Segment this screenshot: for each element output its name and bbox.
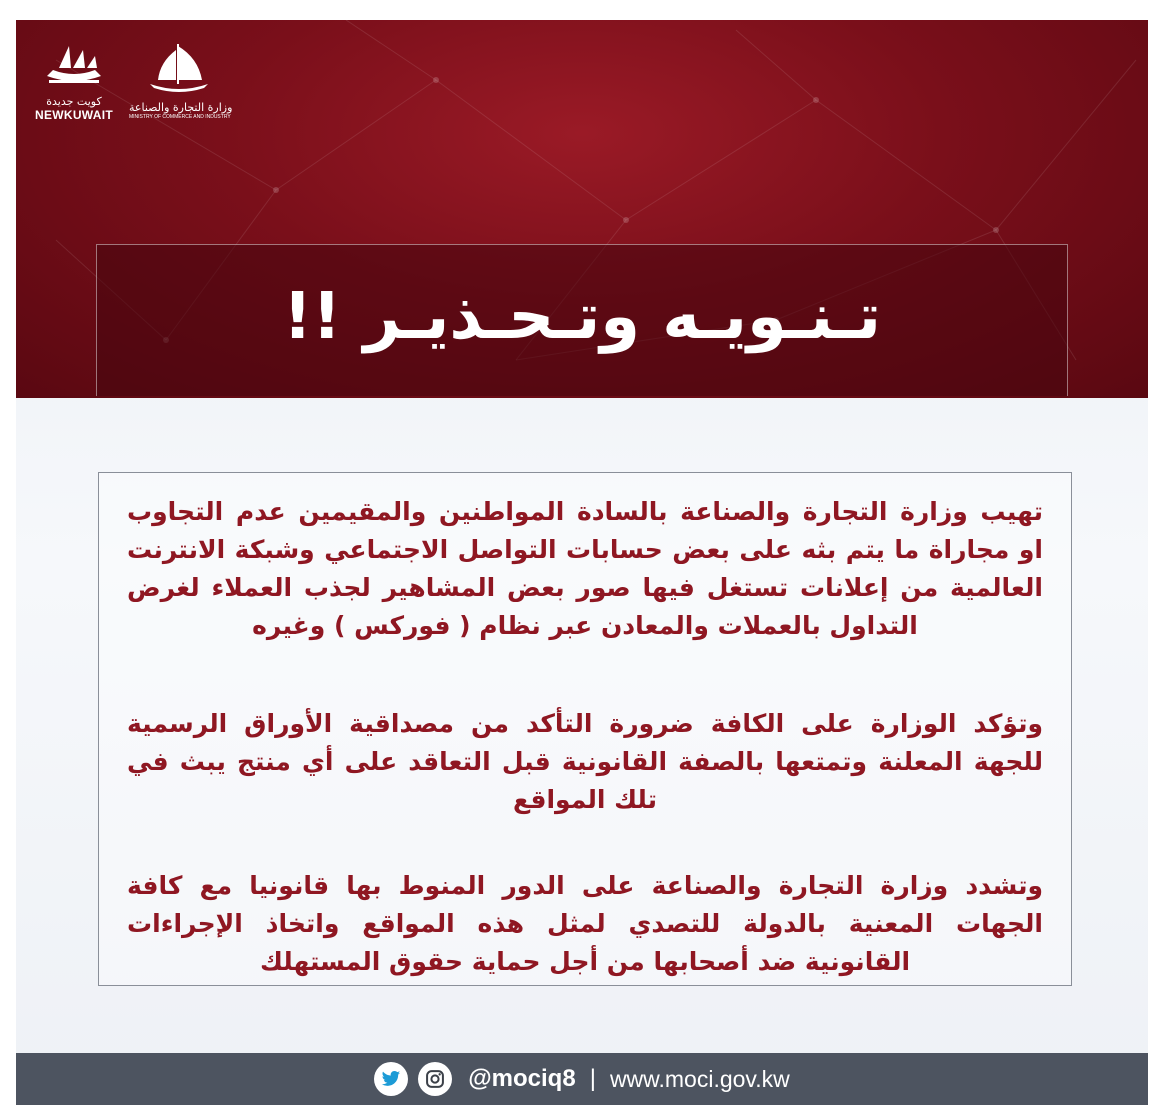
new-kuwait-emblem-icon bbox=[39, 40, 109, 92]
ministry-english: MINISTRY OF COMMERCE AND INDUSTRY bbox=[129, 114, 231, 120]
website-link[interactable]: www.moci.gov.kw bbox=[609, 1065, 790, 1092]
page-title: تـنـويـه وتـحـذيـر !! bbox=[282, 279, 882, 354]
notice-body bbox=[98, 472, 1072, 986]
paragraph-enforcement: وتشدد وزارة التجارة والصناعة على الدور المنوط بها قانونيا مع كافة الجهات المعنية بالدولة للتصدي لمثل هذه المواقع واتخاذ الإجراءات القانونية ضد أصحابها من أجل حماية حقوق المستهلك bbox=[127, 871, 1043, 976]
title-box bbox=[96, 244, 1068, 396]
logos-group bbox=[34, 40, 233, 130]
new-kuwait-english: NEWKUWAIT bbox=[34, 108, 114, 122]
separator: | bbox=[589, 1065, 596, 1092]
paragraph-verification: وتؤكد الوزارة على الكافة ضرورة التأكد من مصداقية الأوراق الرسمية للجهة المعلنة وتمتعها بالصفة القانونية قبل التعاقد على أي منتج يبث في تلك المواقع bbox=[127, 709, 1043, 814]
new-kuwait-arabic: كويت جديدة bbox=[46, 95, 102, 108]
dhow-boat-icon bbox=[144, 40, 214, 98]
paragraph-warning: تهيب وزارة التجارة والصناعة بالسادة المواطنين والمقيمين عدم التجاوب او مجاراة ما يتم بثه على بعض حسابات التواصل الاجتماعي وشبكة الانترنت العالمية من إعلانات تستغل فيها صور بعض المشاهير لجذب العملاء لغرض التداول بالعملات والمعادن عبر نظام ( فوركس ) وغيره bbox=[127, 497, 1043, 640]
ministry-logo bbox=[129, 40, 233, 120]
social-links bbox=[374, 1062, 789, 1096]
social-handle[interactable]: @mociq8 bbox=[468, 1065, 576, 1092]
new-kuwait-logo bbox=[34, 40, 114, 122]
header-banner bbox=[16, 20, 1148, 398]
announcement-card bbox=[16, 20, 1148, 1105]
twitter-icon[interactable] bbox=[374, 1062, 408, 1096]
instagram-icon[interactable] bbox=[418, 1062, 452, 1096]
footer-bar bbox=[16, 1053, 1148, 1105]
ministry-arabic: وزارة التجارة والصناعة bbox=[129, 101, 233, 114]
